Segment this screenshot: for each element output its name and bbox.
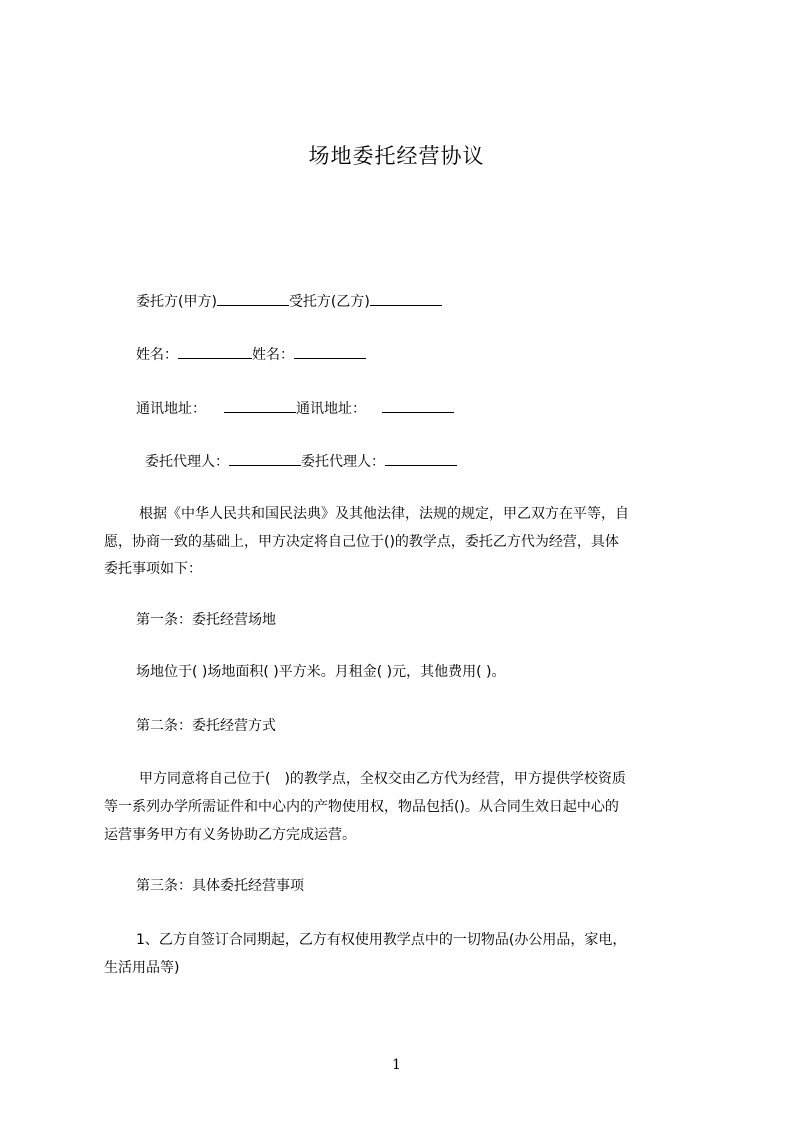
article-3-heading: 第三条：具体委托经营事项 <box>136 878 304 894</box>
party-b-label: 受托方(乙方) <box>288 294 370 310</box>
page-number: 1 <box>392 1057 401 1073</box>
name-b-blank <box>294 344 366 359</box>
article-2-body-line-3: 运营事务甲方有义务协助乙方完成运营。 <box>104 827 356 843</box>
agent-label-b: 委托代理人： <box>301 454 385 470</box>
article-1-body: 场地位于( )场地面积( )平方米。月租金( )元，其他费用( )。 <box>136 664 506 680</box>
parties-line <box>136 291 442 312</box>
name-label-b: 姓名： <box>252 347 294 363</box>
party-a-blank <box>217 291 289 306</box>
document-title: 场地委托经营协议 <box>308 144 485 168</box>
article-1-heading: 第一条：委托经营场地 <box>136 612 276 628</box>
name-line <box>136 344 366 365</box>
name-label-a: 姓名： <box>136 347 178 363</box>
address-line <box>136 398 454 419</box>
agent-label-a: 委托代理人： <box>145 454 229 470</box>
article-2-body-line-1: 甲方同意将自己位于( )的教学点，全权交由乙方代为经营，甲方提供学校资质 <box>139 771 626 787</box>
preamble-line-3: 委托事项如下： <box>104 561 202 577</box>
agent-line <box>145 451 457 472</box>
address-a-blank <box>224 398 296 413</box>
article-3-item-1-line-1: 1、乙方自签订合同期起，乙方有权使用教学点中的一切物品(办公用品，家电， <box>136 932 627 948</box>
preamble-line-2: 愿，协商一致的基础上，甲方决定将自己位于()的教学点，委托乙方代为经营，具体 <box>104 534 619 550</box>
party-a-label: 委托方(甲方) <box>136 294 217 310</box>
party-b-blank <box>370 291 442 306</box>
article-2-body-line-2: 等一系列办学所需证件和中心内的产物使用权，物品包括()。从合同生效日起中心的 <box>104 799 619 815</box>
agent-b-blank <box>385 451 457 466</box>
address-label-a: 通讯地址： <box>136 401 206 417</box>
address-b-blank <box>382 398 454 413</box>
name-a-blank <box>178 344 252 359</box>
article-2-heading: 第二条：委托经营方式 <box>136 718 276 734</box>
article-3-item-1-line-2: 生活用品等) <box>104 960 180 976</box>
preamble-line-1: 根据《中华人民共和国民法典》及其他法律，法规的规定，甲乙双方在平等，自 <box>139 506 629 522</box>
address-label-b: 通讯地址： <box>296 401 366 417</box>
agent-a-blank <box>229 451 301 466</box>
